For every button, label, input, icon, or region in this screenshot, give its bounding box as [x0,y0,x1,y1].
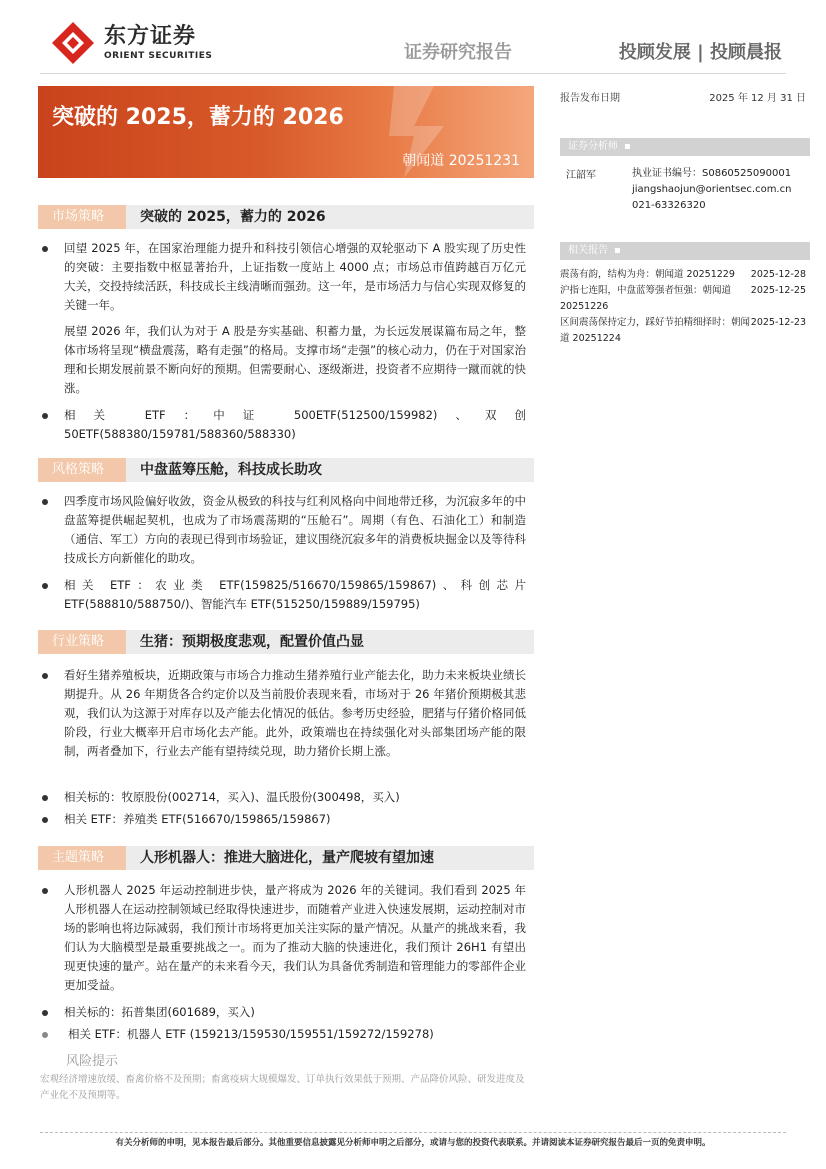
section-header-style [38,458,534,482]
bullet-icon [42,499,48,505]
bullet-icon [42,1010,48,1016]
logo-chinese: 东方证券 [104,24,197,49]
paragraph: 相关 ETF：中证 500ETF(512500/159982)、双创 50ETF(588380/159781/588360/588330) [64,408,526,441]
analyst-contact [632,166,791,214]
related-reports-list [560,267,810,347]
pub-date-value: 2025 年 12 月 31 日 [709,93,806,104]
related-report-date: 2025-12-25 [750,285,806,296]
report-series: 投顾发展 | 投顾晨报 [618,42,782,63]
paragraph: 相关标的：拓普集团(601689，买入) [64,1005,255,1019]
report-type: 证券研究报告 [404,42,512,63]
analyst-cert: 执业证书编号：S0860525090001 [632,168,792,179]
related-report[interactable] [560,267,810,283]
risk-title: 风险提示 [66,1054,119,1069]
section-header-theme [38,846,534,870]
paragraph: 相关 ETF：养殖类 ETF(516670/159865/159867) [64,812,331,826]
paragraph: 看好生猪养殖板块，近期政策与市场合力推动生猪养殖行业产能去化，助力未来板块业绩长期提升。从 26 年期货各合约定价以及当前股价表现来看，市场对于 26 年猪价预期极其悲观，我们认为这源于对库存以及产能去化情况的低估。参考历史经验，肥猪与仔猪价格同低阶段，行业大概率开启市场化去产能。此外，政策端也在持续强化对头部集团场产能的限制，两者叠加下，行业去产能有望持续兑现，助力猪价长期上涨。 [64,668,526,758]
banner-subtitle: 朝闻道 20251231 [402,153,520,169]
bullet-icon [42,817,48,823]
section-tag: 市场策略 [38,205,126,229]
logo-english: ORIENT SECURITIES [104,51,213,61]
section-header-market [38,205,534,229]
analyst-header-label: 证券分析师 [568,141,618,152]
title-banner [38,86,534,178]
section-header-industry [38,630,534,654]
paragraph: 展望 2026 年，我们认为对于 A 股是夯实基础、积蓄力量，为长远发展谋篇布局之年，整体市场将呈现“横盘震荡，略有走强”的格局。支撑市场“走强”的核心动力，仍在于对国家治理和长期发展前景不断向好的预期。但需要耐心、逐级渐进，投资者不应期待一蹴而就的快涨。 [64,324,526,395]
related-reports-header: 相关报告 ▪ [560,242,810,260]
related-report-title: 震荡有韵，结构为舟：朝闻道 20251229 [560,269,735,280]
paragraph: 相关 ETF：机器人 ETF (159213/159530/159551/159272/159278) [68,1027,434,1041]
related-header-label: 相关报告 [568,245,608,256]
bullet-icon [42,1032,48,1038]
bullet-icon [42,413,48,419]
section-tag: 主题策略 [38,846,126,870]
orient-logo-icon [50,20,96,66]
section-title: 生猪：预期极度悲观，配置价值凸显 [140,634,364,650]
section-tag: 风格策略 [38,458,126,482]
footer-divider [40,1132,786,1133]
analyst-header: 证券分析师 ▪ [560,138,810,156]
analyst-name: 江韶军 [566,170,596,181]
bullet-icon [42,673,48,679]
company-logo [50,20,212,66]
related-report[interactable] [560,315,810,347]
footer-disclaimer: 有关分析师的申明，见本报告最后部分。其他重要信息披露见分析师申明之后部分，或请与您的投资代表联系。并请阅读本证券研究报告最后一页的免责申明。 [115,1138,711,1148]
bullet-icon [42,888,48,894]
related-report-date: 2025-12-28 [750,269,806,280]
risk-text: 宏观经济增速放缓、畜禽价格不及预期；畜禽疫病大规模爆发、订单执行效果低于预期、产品降价风险、研发进度及产业化不及预期等。 [40,1074,525,1101]
related-report[interactable] [560,283,810,315]
analyst-email[interactable]: jiangshaojun@orientsec.com.cn [632,184,792,195]
bullet-icon [42,583,48,589]
related-report-title: 区间震荡保持定力，踩好节拍精细择时：朝闻道 20251224 [560,317,751,344]
paragraph: 相关标的：牧原股份(002714，买入)、温氏股份(300498，买入) [64,790,400,804]
analyst-phone: 021-63326320 [632,200,706,211]
paragraph: 回望 2025 年，在国家治理能力提升和科技引领信心增强的双轮驱动下 A 股实现了历史性的突破：主要指数中枢显著抬升，上证指数一度站上 4000 点；市场总市值跨越百万亿元大关，交投持续活跃，科技成长主线清晰而强劲。这一年，是市场活力与信心实现双修复的关键一年。 [64,241,526,312]
paragraph: 四季度市场风险偏好收敛，资金从极致的科技与红利风格向中间地带迁移，为沉寂多年的中盘蓝筹提供崛起契机，也成为了市场震荡期的“压舱石”。周期（有色、石油化工）和制造（通信、军工）方向的表现已得到市场验证，建议围绕沉寂多年的消费板块掘金以及等待科技成长方向新催化的助攻。 [64,494,526,565]
bullet-icon [42,795,48,801]
paragraph: 人形机器人 2025 年运动控制进步快，量产将成为 2026 年的关键词。我们看到 2025 年人形机器人在运动控制领域已经取得快速进步，而随着产业进入快速发展期，运动控制对市场的影响也将边际减弱，我们预计市场将更加关注实际的量产情况。从量产的挑战来看，我们认为大脑模型是最重要挑战之一。而为了推动大脑的快速进化，我们预计 26H1 有望出现更快速的量产。站在量产的未来看今天，我们认为具备优秀制造和管理能力的零部件企业更加受益。 [64,883,526,992]
bullet-icon [42,246,48,252]
banner-title: 突破的 2025，蓄力的 2026 [52,105,344,130]
header-divider [40,73,786,74]
related-report-title: 沪指七连阳，中盘蓝筹强者恒强：朝闻道 20251226 [560,285,732,312]
related-report-date: 2025-12-23 [750,317,806,328]
pub-date-label: 报告发布日期 [560,93,620,104]
section-tag: 行业策略 [38,630,126,654]
section-title: 中盘蓝筹压舱，科技成长助攻 [140,462,322,478]
paragraph: 相关 ETF：农业类 ETF(159825/516670/159865/159867)、科创芯片 ETF(588810/588750/)、智能汽车 ETF(515250/159889/159795) [64,578,526,611]
section-title: 人形机器人：推进大脑进化，量产爬坡有望加速 [140,850,434,866]
section-title: 突破的 2025，蓄力的 2026 [140,209,326,225]
